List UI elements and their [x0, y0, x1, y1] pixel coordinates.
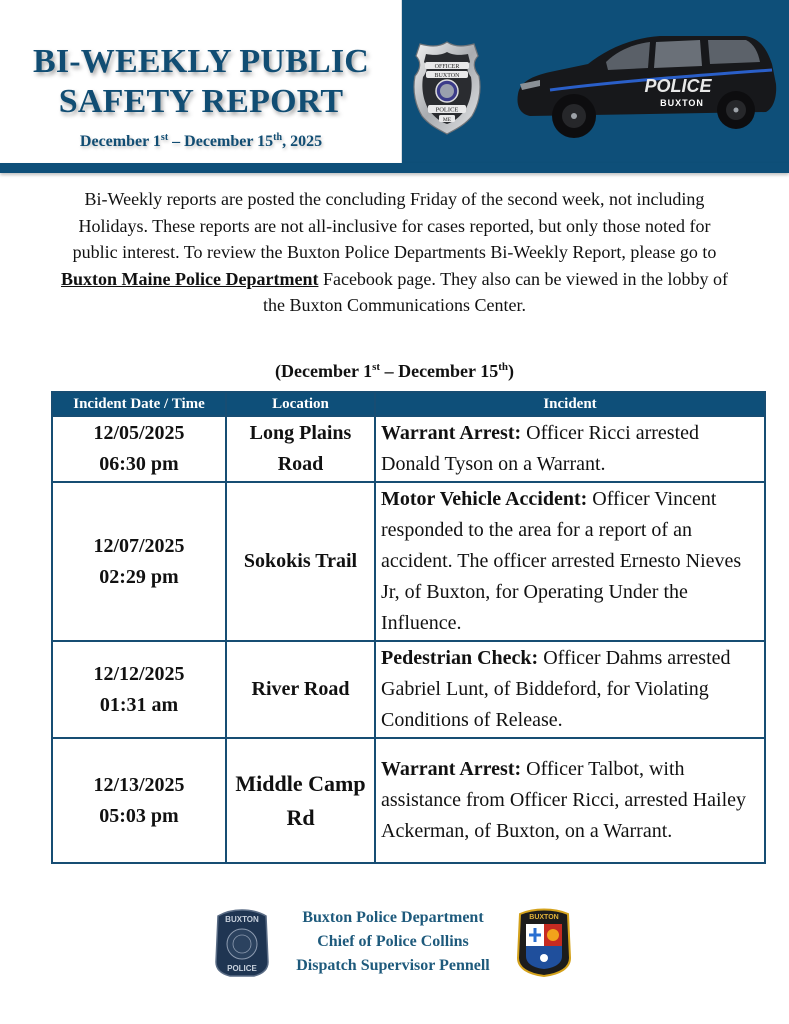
header-location: Location — [226, 392, 375, 416]
intro-text-after-link: Facebook page. They also can be viewed in the lobby of the Buxton Communications Center. — [263, 268, 728, 316]
incident-date: 12/12/2025 — [93, 662, 185, 685]
date-range-start-suffix: st — [160, 132, 169, 143]
table-row — [52, 641, 765, 738]
incident-type: Motor Vehicle Accident: — [381, 488, 588, 510]
incident-description: Officer Talbot, with assistance from Officer Ricci, arrested Hailey Ackerman, of Buxton, on a Warrant. — [381, 758, 747, 842]
incident-time: 05:03 pm — [99, 804, 179, 827]
report-title-line2: SAFETY REPORT — [58, 83, 344, 120]
cell-incident — [375, 738, 765, 863]
police-car-icon — [510, 24, 780, 144]
header-divider-band — [0, 163, 789, 173]
period-end-suffix: th — [498, 361, 508, 373]
cell-date-time — [52, 738, 226, 863]
cell-date-time — [52, 416, 226, 482]
left-patch-top-text: BUXTON — [225, 915, 259, 924]
report-header — [0, 0, 789, 172]
incident-type: Pedestrian Check: — [381, 647, 539, 669]
table-row — [52, 738, 765, 863]
incident-description: Officer Vincent responded to the area for a report of an accident. The officer arrested Ernesto Nieves Jr, of Buxton, for Operating Under the Influence. — [381, 488, 742, 634]
car-door-text: POLICE — [644, 76, 712, 96]
period-end: – December 15 — [380, 361, 499, 381]
right-patch-top-text: BUXTON — [529, 914, 559, 921]
footer-signature — [270, 906, 516, 978]
table-row — [52, 482, 765, 641]
table-header-row — [52, 392, 765, 416]
header-incident: Incident — [375, 392, 765, 416]
police-patch-icon — [214, 906, 270, 978]
cell-location: River Road — [226, 641, 375, 738]
incident-time: 01:31 am — [99, 693, 179, 716]
intro-paragraph — [60, 186, 729, 319]
car-town-text: BUXTON — [660, 98, 704, 108]
cell-incident — [375, 416, 765, 482]
header-date-time: Incident Date / Time — [52, 392, 226, 416]
incident-date: 12/07/2025 — [93, 534, 185, 557]
incident-type: Warrant Arrest: — [381, 758, 522, 780]
intro-text-before-link: Bi-Weekly reports are posted the concluding Friday of the second week, not including Holidays. These reports are not all-inclusive for cases reported, but only those noted for public interest. To review the Buxton Police Departments Bi-Weekly Report, please go to — [72, 189, 717, 263]
report-title-line1: BI-WEEKLY PUBLIC — [32, 43, 370, 80]
incident-date: 12/05/2025 — [93, 422, 185, 444]
incident-description: Officer Dahms arrested Gabriel Lunt, of Biddeford, for Violating Conditions of Release. — [381, 647, 731, 731]
table-row — [52, 416, 765, 482]
date-range-end: – December 15 — [168, 133, 274, 150]
incident-type: Warrant Arrest: — [381, 422, 522, 444]
badge-text-me: ME — [442, 117, 452, 123]
cell-date-time — [52, 641, 226, 738]
report-title — [0, 42, 402, 122]
date-range-end-suffix: th — [273, 132, 283, 143]
cell-location: Sokokis Trail — [226, 482, 375, 641]
footer-dispatch-supervisor: Dispatch Supervisor Pennell — [296, 957, 490, 974]
period-start-suffix: st — [372, 361, 381, 373]
incident-description: Officer Ricci arrested Donald Tyson on a Warrant. — [381, 422, 700, 475]
badge-text-police: POLICE — [435, 106, 459, 114]
badge-text-officer: OFFICER — [434, 64, 460, 70]
facebook-page-link[interactable]: Buxton Maine Police Department — [60, 268, 319, 289]
period-close: ) — [507, 361, 514, 381]
incident-time: 06:30 pm — [99, 453, 179, 475]
date-range-start: December 1 — [79, 133, 161, 150]
cell-location: Long Plains Road — [226, 416, 375, 482]
incident-time: 02:29 pm — [99, 565, 179, 588]
table-period-heading — [0, 361, 789, 382]
police-badge-icon — [412, 40, 482, 136]
cell-date-time — [52, 482, 226, 641]
emergency-services-patch-icon — [516, 906, 572, 978]
left-patch-bottom-text: POLICE — [227, 964, 257, 973]
badge-text-buxton: BUXTON — [434, 73, 460, 79]
period-start: (December 1 — [275, 361, 373, 381]
footer-chief: Chief of Police Collins — [317, 933, 469, 950]
cell-location: Middle Camp Rd — [226, 738, 375, 863]
date-range-year: , 2025 — [282, 133, 323, 150]
cell-incident — [375, 482, 765, 641]
cell-incident — [375, 641, 765, 738]
incident-date: 12/13/2025 — [93, 773, 185, 796]
incident-table — [51, 391, 766, 864]
report-date-range — [0, 133, 402, 151]
footer-department: Buxton Police Department — [302, 909, 484, 926]
